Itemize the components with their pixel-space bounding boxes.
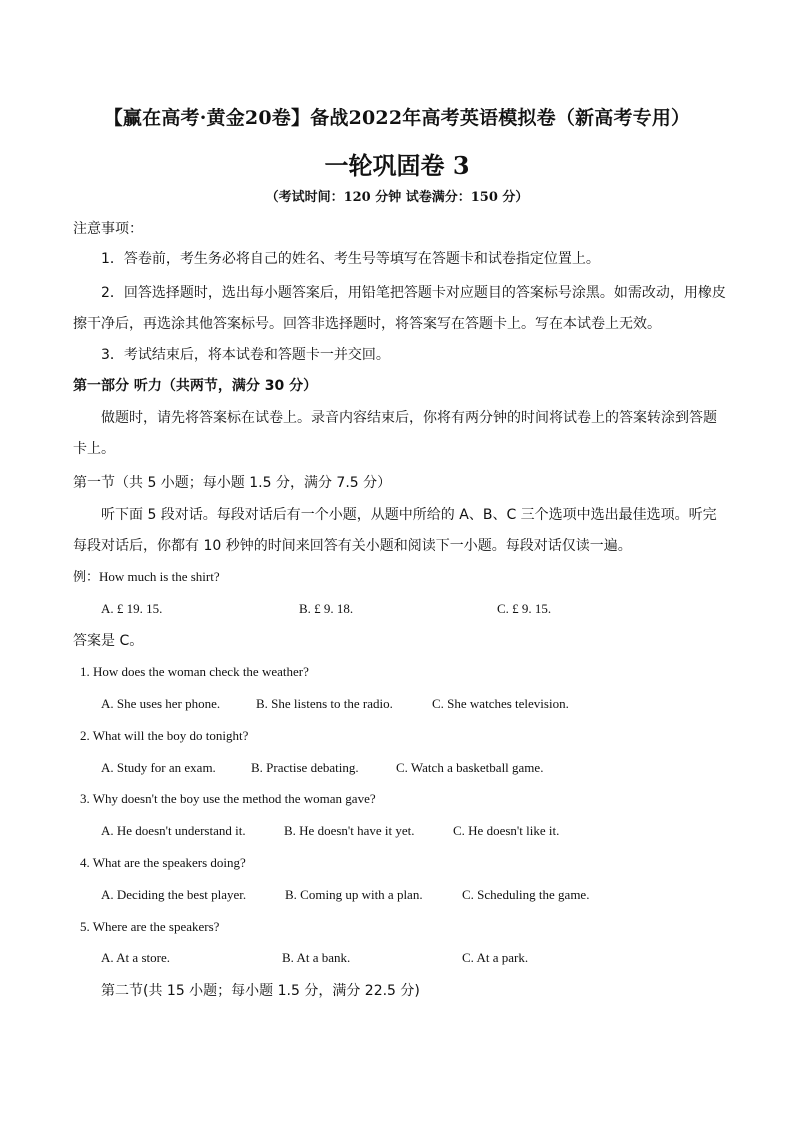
question-2-option-a: A. Study for an exam. [101, 760, 216, 775]
question-1-option-c: C. She watches television. [432, 696, 569, 711]
question-2-option-c: C. Watch a basketball game. [396, 760, 544, 775]
exam-subtitle: 一轮巩固卷 3 [324, 151, 470, 180]
question-5-option-c: C. At a park. [462, 950, 529, 965]
exam-title: 【赢在高考·黄金20卷】备战2022年高考英语模拟卷（新高考专用） [103, 107, 691, 129]
question-5-option-b: B. At a bank. [282, 950, 351, 965]
example-answer: 答案是 C。 [73, 633, 144, 649]
question-5-stem: 5. Where are the speakers? [80, 919, 220, 934]
section1-heading: 第一节（共 5 小题；每小题 1.5 分，满分 7.5 分） [73, 475, 392, 491]
question-1-option-b: B. She listens to the radio. [256, 696, 393, 711]
question-4-stem: 4. What are the speakers doing? [80, 855, 246, 870]
notes-item-2-line-2: 擦干净后，再选涂其他答案标号。回答非选择题时，将答案写在答题卡上。写在本试卷上无效。 [73, 316, 661, 332]
notes-item-3: 3．考试结束后，将本试卷和答题卡一并交回。 [101, 347, 390, 363]
example-option-a: A. £ 19. 15. [101, 601, 163, 616]
question-5-option-a: A. At a store. [101, 950, 170, 965]
question-3-option-a: A. He doesn't understand it. [101, 823, 246, 838]
section1-instructions-line-2: 每段对话后，你都有 10 秒钟的时间来回答有关小题和阅读下一小题。每段对话仅读一遍。 [73, 538, 632, 554]
question-3-option-b: B. He doesn't have it yet. [284, 823, 415, 838]
question-1-stem: 1. How does the woman check the weather? [80, 664, 309, 679]
part1-intro-line-2: 卡上。 [73, 441, 115, 457]
question-1-option-a: A. She uses her phone. [101, 696, 221, 711]
notes-item-1: 1．答卷前，考生务必将自己的姓名、考生号等填写在答题卡和试卷指定位置上。 [101, 251, 600, 267]
notes-heading: 注意事项： [73, 221, 143, 237]
section2-heading: 第二节(共 15 小题；每小题 1.5 分，满分 22.5 分) [101, 983, 420, 999]
notes-item-2-line-1: 2．回答选择题时，选出每小题答案后，用铅笔把答题卡对应题目的答案标号涂黑。如需改动，用橡皮 [101, 285, 726, 301]
question-4-option-b: B. Coming up with a plan. [285, 887, 423, 902]
question-4-option-a: A. Deciding the best player. [101, 887, 247, 902]
exam-info: （考试时间：120 分钟 试卷满分：150 分） [265, 190, 529, 205]
example-option-b: B. £ 9. 18. [299, 601, 354, 616]
example-question: 例：How much is the shirt? [73, 569, 220, 584]
question-3-option-c: C. He doesn't like it. [453, 823, 560, 838]
part1-heading: 第一部分 听力（共两节，满分 30 分） [73, 378, 318, 394]
example-option-c: C. £ 9. 15. [497, 601, 552, 616]
question-3-stem: 3. Why doesn't the boy use the method the woman gave? [80, 791, 376, 806]
part1-intro-line-1: 做题时，请先将答案标在试卷上。录音内容结束后，你将有两分钟的时间将试卷上的答案转涂到答题 [101, 410, 717, 426]
question-4-option-c: C. Scheduling the game. [462, 887, 590, 902]
question-2-stem: 2. What will the boy do tonight? [80, 728, 249, 743]
section1-instructions-line-1: 听下面 5 段对话。每段对话后有一个小题，从题中所给的 A、B、C 三个选项中选出最佳选项。听完 [101, 507, 717, 523]
question-2-option-b: B. Practise debating. [251, 760, 359, 775]
